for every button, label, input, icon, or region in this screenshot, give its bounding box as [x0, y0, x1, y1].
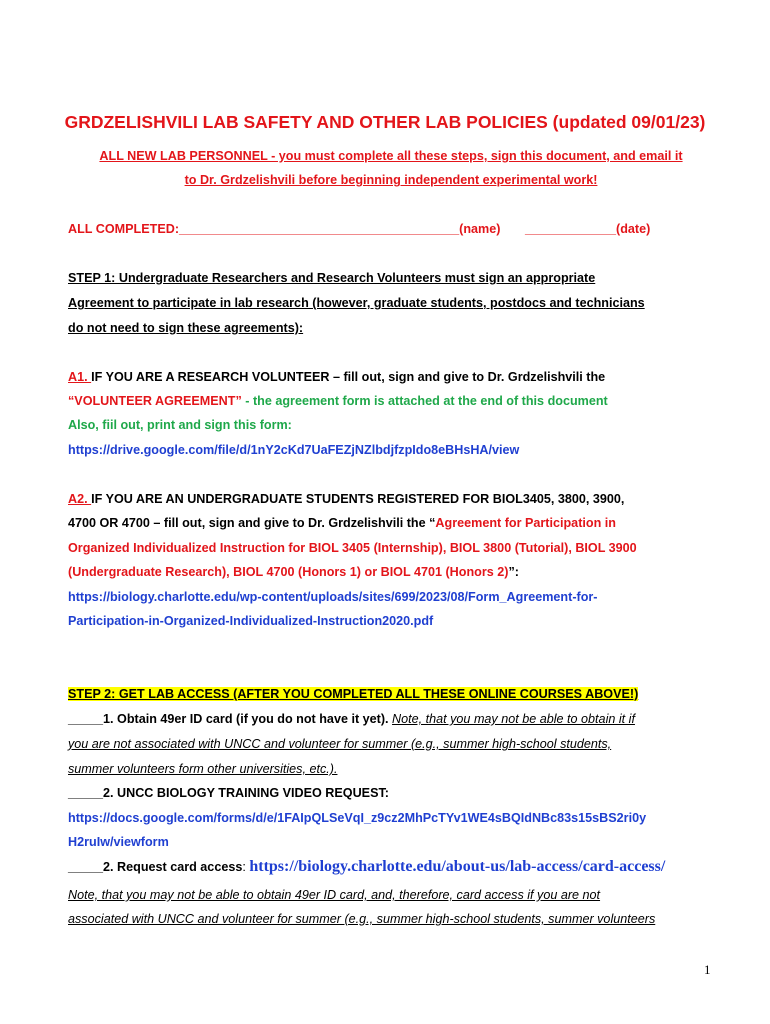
a1-line-2 [68, 393, 608, 409]
intro-line-1: ALL NEW LAB PERSONNEL - you must complete all these steps, sign this document, and email it [99, 149, 683, 163]
a1-line-1 [68, 369, 605, 385]
item1-note-2: you are not associated with UNCC and volunteer for summer (e.g., summer high-school students, [68, 737, 612, 751]
a2-closing-quote: ”: [508, 565, 519, 579]
a2-line-4 [68, 564, 519, 580]
step2-item1-row [68, 711, 635, 727]
item3-label: _____2. Request card access [68, 860, 243, 874]
a2-text-1: IF YOU ARE AN UNDERGRADUATE STUDENTS REGISTERED FOR BIOL3405, 3800, 3900, [91, 492, 625, 506]
a2-text-2a: 4700 OR 4700 – fill out, sign and give to Dr. Grdzelishvili the “ [68, 516, 436, 530]
a2-agreement-name-1: Agreement for Participation in [435, 516, 616, 530]
a2-agreement-name-3: (Undergraduate Research), BIOL 4700 (Honors 1) or BIOL 4701 (Honors 2) [68, 565, 509, 579]
item1-note-3: summer volunteers form other universities, etc.). [68, 762, 338, 776]
card-note-1: Note, that you may not be able to obtain 49er ID card, and, therefore, card access if you are not [68, 888, 601, 902]
training-video-link-2[interactable]: H2ruIw/viewform [68, 835, 169, 849]
item2-label: _____2. UNCC BIOLOGY TRAINING VIDEO REQUEST: [68, 786, 389, 800]
a1-also-line: Also, fiil out, print and sign this form: [68, 418, 292, 432]
a1-marker: A1. [68, 370, 92, 384]
a2-marker: A2. [68, 492, 92, 506]
volunteer-agreement-name: “VOLUNTEER AGREEMENT” [68, 394, 242, 408]
item1-label: _____1. Obtain 49er ID card (if you do not have it yet). [68, 712, 393, 726]
page-number: 1 [704, 962, 711, 977]
card-access-link[interactable]: https://biology.charlotte.edu/about-us/lab-access/card-access/ [249, 858, 666, 875]
a2-agreement-name-2: Organized Individualized Instruction for BIOL 3405 (Internship), BIOL 3800 (Tutorial), BIOL 3900 [68, 541, 637, 555]
a1-agreement-note: - the agreement form is attached at the end of this document [241, 394, 608, 408]
step2-heading-row [68, 686, 638, 702]
training-video-link-1[interactable]: https://docs.google.com/forms/d/e/1FAIpQLSeVqI_z9cz2MhPcTYv1WE4sBQIdNBc83s15sBS2ri0y [68, 811, 647, 825]
a1-text: IF YOU ARE A RESEARCH VOLUNTEER – fill out, sign and give to Dr. Grdzelishvili the [91, 370, 606, 384]
a2-form-link-1[interactable]: https://biology.charlotte.edu/wp-content/uploads/sites/699/2023/08/Form_Agreement-for- [68, 590, 598, 604]
card-note-2: associated with UNCC and volunteer for summer (e.g., summer high-school students, summer volunteers [68, 912, 656, 926]
step1-line-3: do not need to sign these agreements): [68, 321, 304, 335]
step1-line-1: STEP 1: Undergraduate Researchers and Research Volunteers must sign an appropriate [68, 271, 596, 285]
completed-signature-line: ALL COMPLETED:________________________________________(name) _____________(date) [68, 222, 651, 236]
a2-line-1 [68, 491, 624, 507]
item1-note-1: Note, that you may not be able to obtain it if [392, 712, 635, 726]
a2-form-link-2[interactable]: Participation-in-Organized-Individualized-Instruction2020.pdf [68, 614, 434, 628]
item3-colon: : [242, 860, 250, 874]
intro-line-2: to Dr. Grdzelishvili before beginning independent experimental work! [184, 173, 598, 187]
page-title: GRDZELISHVILI LAB SAFETY AND OTHER LAB POLICIES (updated 09/01/23) [64, 112, 706, 132]
a2-line-2 [68, 515, 616, 531]
step2-item3-row [68, 859, 665, 875]
step2-heading: STEP 2: GET LAB ACCESS (AFTER YOU COMPLETED ALL THESE ONLINE COURSES ABOVE!) [68, 687, 639, 701]
a1-form-link[interactable]: https://drive.google.com/file/d/1nY2cKd7UaFEZjNZlbdjfzpIdo8eBHsHA/view [68, 443, 520, 457]
step1-line-2: Agreement to participate in lab research (however, graduate students, postdocs and technicians [68, 296, 645, 310]
